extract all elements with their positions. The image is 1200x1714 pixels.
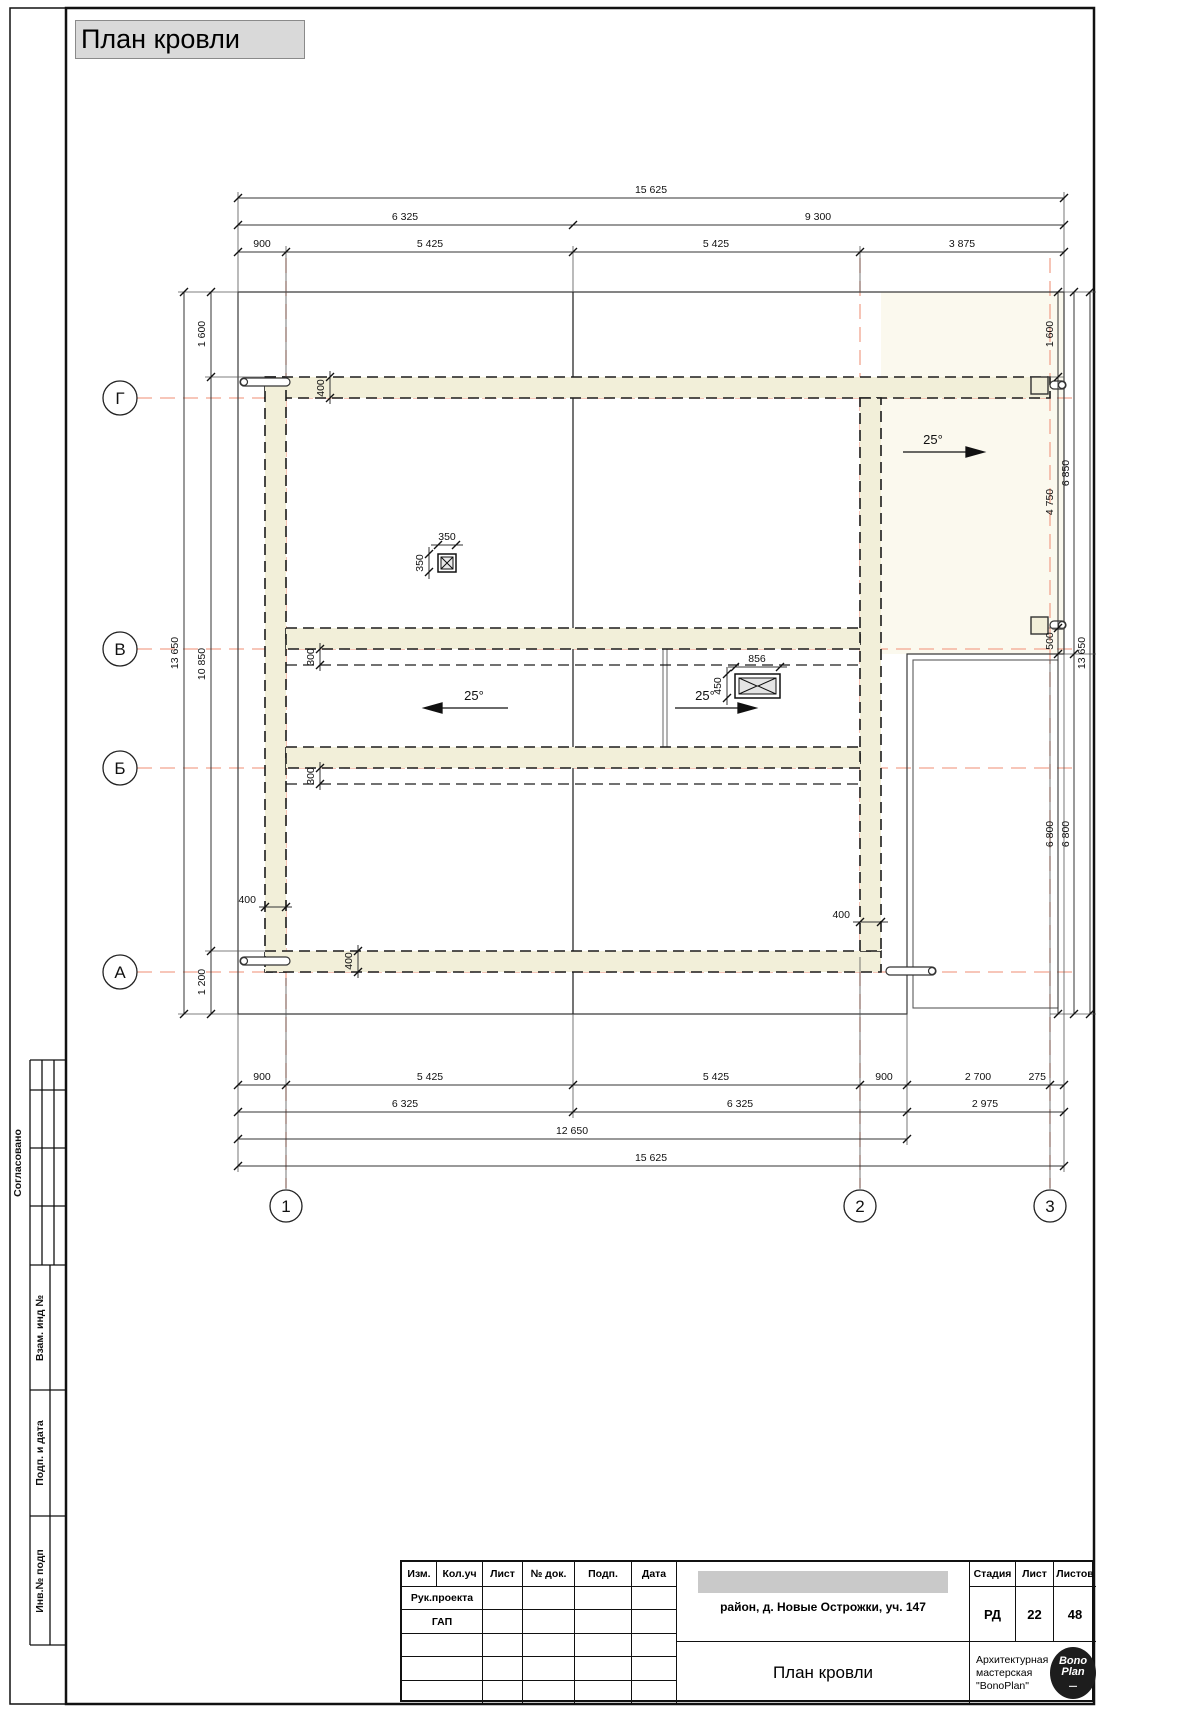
- logo-caption-mark: ▬▬: [1069, 1682, 1077, 1688]
- slope-label: 25°: [695, 688, 715, 703]
- tb-empty-cell: [483, 1610, 523, 1634]
- dim-label: 5 425: [416, 1071, 444, 1083]
- tb-empty-cell: [575, 1610, 632, 1634]
- tb-col-list: Лист: [483, 1562, 523, 1587]
- axis-label: 2: [855, 1197, 865, 1216]
- tb-empty-cell: [632, 1634, 677, 1657]
- dim-label: 12 650: [555, 1125, 589, 1137]
- tb-col-koluch: Кол.уч: [437, 1562, 483, 1587]
- tb-empty-cell: [575, 1657, 632, 1681]
- dim-label: 400: [315, 379, 327, 397]
- tb-empty-cell: [632, 1681, 677, 1704]
- sidebar-label-podp: Подп. и дата: [34, 1420, 46, 1486]
- dim-label: 400: [238, 894, 256, 906]
- axis-label: Б: [114, 759, 126, 778]
- logo-line2: Plan: [1061, 1665, 1085, 1678]
- axis-label: 1: [281, 1197, 291, 1216]
- col-axis-bubbles: [270, 1190, 1066, 1222]
- tb-empty-cell: [575, 1634, 632, 1657]
- dim-label: 6 800: [1060, 820, 1072, 848]
- tb-empty-cell: [632, 1587, 677, 1610]
- tb-empty-cell: [483, 1657, 523, 1681]
- axis-label: В: [114, 640, 126, 659]
- axis-label: Г: [115, 389, 125, 408]
- tb-sheets-value: 48: [1054, 1587, 1096, 1642]
- row-axis-bubbles: [103, 381, 137, 989]
- tb-empty-cell: [483, 1681, 523, 1704]
- tb-stage-label: Стадия: [970, 1562, 1016, 1587]
- axis-label: 3: [1045, 1197, 1055, 1216]
- dim-label: 6 325: [726, 1098, 754, 1110]
- dim-label: 5 425: [702, 238, 730, 250]
- tb-col-data: Дата: [632, 1562, 677, 1587]
- dim-label: 13 650: [169, 636, 181, 670]
- roof-hatch-symbol: [735, 674, 780, 698]
- dim-label: 1 600: [196, 320, 208, 348]
- dim-label: 856: [748, 653, 766, 665]
- redacted-text-blur: [698, 1571, 948, 1593]
- tb-row-gap: ГАП: [402, 1610, 483, 1634]
- tb-drawing-title: План кровли: [677, 1642, 970, 1704]
- tb-studio-cell: [970, 1642, 1096, 1704]
- dim-label: 400: [343, 952, 355, 970]
- right-roof-section: [881, 292, 1064, 654]
- dim-label: 15 625: [634, 1152, 668, 1164]
- dim-label: 400: [832, 909, 850, 921]
- dim-label: 13 650: [1076, 636, 1088, 670]
- dim-label: 2 700: [964, 1071, 992, 1083]
- logo-line1: Bono: [1058, 1654, 1088, 1667]
- tb-empty-cell: [632, 1657, 677, 1681]
- dim-label: 3 875: [948, 238, 976, 250]
- dim-label: 900: [253, 238, 271, 250]
- dim-label: 6 325: [391, 1098, 419, 1110]
- studio-line2: мастерская "BonoPlan": [976, 1666, 1033, 1692]
- tb-empty-cell: [402, 1681, 483, 1704]
- dim-label: 350: [414, 554, 426, 572]
- tb-stage-value: РД: [970, 1587, 1016, 1642]
- tb-empty-cell: [402, 1657, 483, 1681]
- tb-empty-cell: [575, 1681, 632, 1704]
- dim-label: 6 800: [1044, 820, 1056, 848]
- dim-label: 6 850: [1060, 459, 1072, 487]
- chimney-symbol: [438, 554, 456, 572]
- tb-sheets-label: Листов: [1054, 1562, 1096, 1587]
- tb-sheet-label: Лист: [1016, 1562, 1054, 1587]
- bonoplan-logo: [1050, 1647, 1096, 1699]
- tb-empty-cell: [523, 1681, 575, 1704]
- page-title: План кровли: [75, 20, 305, 59]
- tb-sheet-value: 22: [1016, 1587, 1054, 1642]
- tb-empty-cell: [632, 1610, 677, 1634]
- dim-label: 500: [1044, 632, 1056, 650]
- lower-annex-outline: [913, 660, 1058, 1008]
- tb-col-izm: Изм.: [402, 1562, 437, 1587]
- dim-label: 900: [253, 1071, 271, 1083]
- dim-label: 900: [875, 1071, 893, 1083]
- roof-break-line: [663, 649, 667, 747]
- sidebar-label-inv: Инв.№ подп: [34, 1549, 46, 1613]
- tb-empty-cell: [523, 1610, 575, 1634]
- dim-label: 2 975: [971, 1098, 999, 1110]
- tb-project-cell: [677, 1562, 970, 1642]
- tb-empty-cell: [523, 1587, 575, 1610]
- dim-label: 450: [712, 677, 724, 695]
- tb-empty-cell: [402, 1634, 483, 1657]
- dim-label: 5 425: [416, 238, 444, 250]
- sidebar-label-approved: Согласовано: [12, 1129, 24, 1197]
- dim-label: 5 425: [702, 1071, 730, 1083]
- tb-col-podp: Подп.: [575, 1562, 632, 1587]
- tb-empty-cell: [483, 1634, 523, 1657]
- dim-label: 1 200: [196, 968, 208, 996]
- tb-empty-cell: [483, 1587, 523, 1610]
- tb-empty-cell: [575, 1587, 632, 1610]
- slope-label: 25°: [923, 432, 943, 447]
- tb-empty-cell: [523, 1657, 575, 1681]
- tb-col-ndok: № док.: [523, 1562, 575, 1587]
- dim-label: 300: [305, 648, 317, 666]
- tb-empty-cell: [523, 1634, 575, 1657]
- dim-label: 350: [438, 531, 456, 543]
- axis-label: А: [114, 963, 126, 982]
- drawing-frame: [66, 8, 1094, 1704]
- tb-row-ruk: Рук.проекта: [402, 1587, 483, 1610]
- dim-label: 10 850: [196, 647, 208, 681]
- dim-label: 15 625: [634, 184, 668, 196]
- dim-label: 275: [1028, 1071, 1046, 1083]
- studio-name: [970, 1654, 1048, 1693]
- title-block: [400, 1560, 1094, 1702]
- dim-label: 1 600: [1044, 320, 1056, 348]
- project-address: район, д. Новые Острожки, уч. 147: [720, 1600, 926, 1614]
- dim-label: 9 300: [804, 211, 832, 223]
- dim-label: 300: [305, 767, 317, 785]
- studio-line1: Архитектурная: [976, 1653, 1049, 1666]
- dim-label: 6 325: [391, 211, 419, 223]
- sidebar-label-zam: Взам. инд №: [34, 1294, 46, 1362]
- slope-label: 25°: [464, 688, 484, 703]
- dim-label: 4 750: [1044, 488, 1056, 516]
